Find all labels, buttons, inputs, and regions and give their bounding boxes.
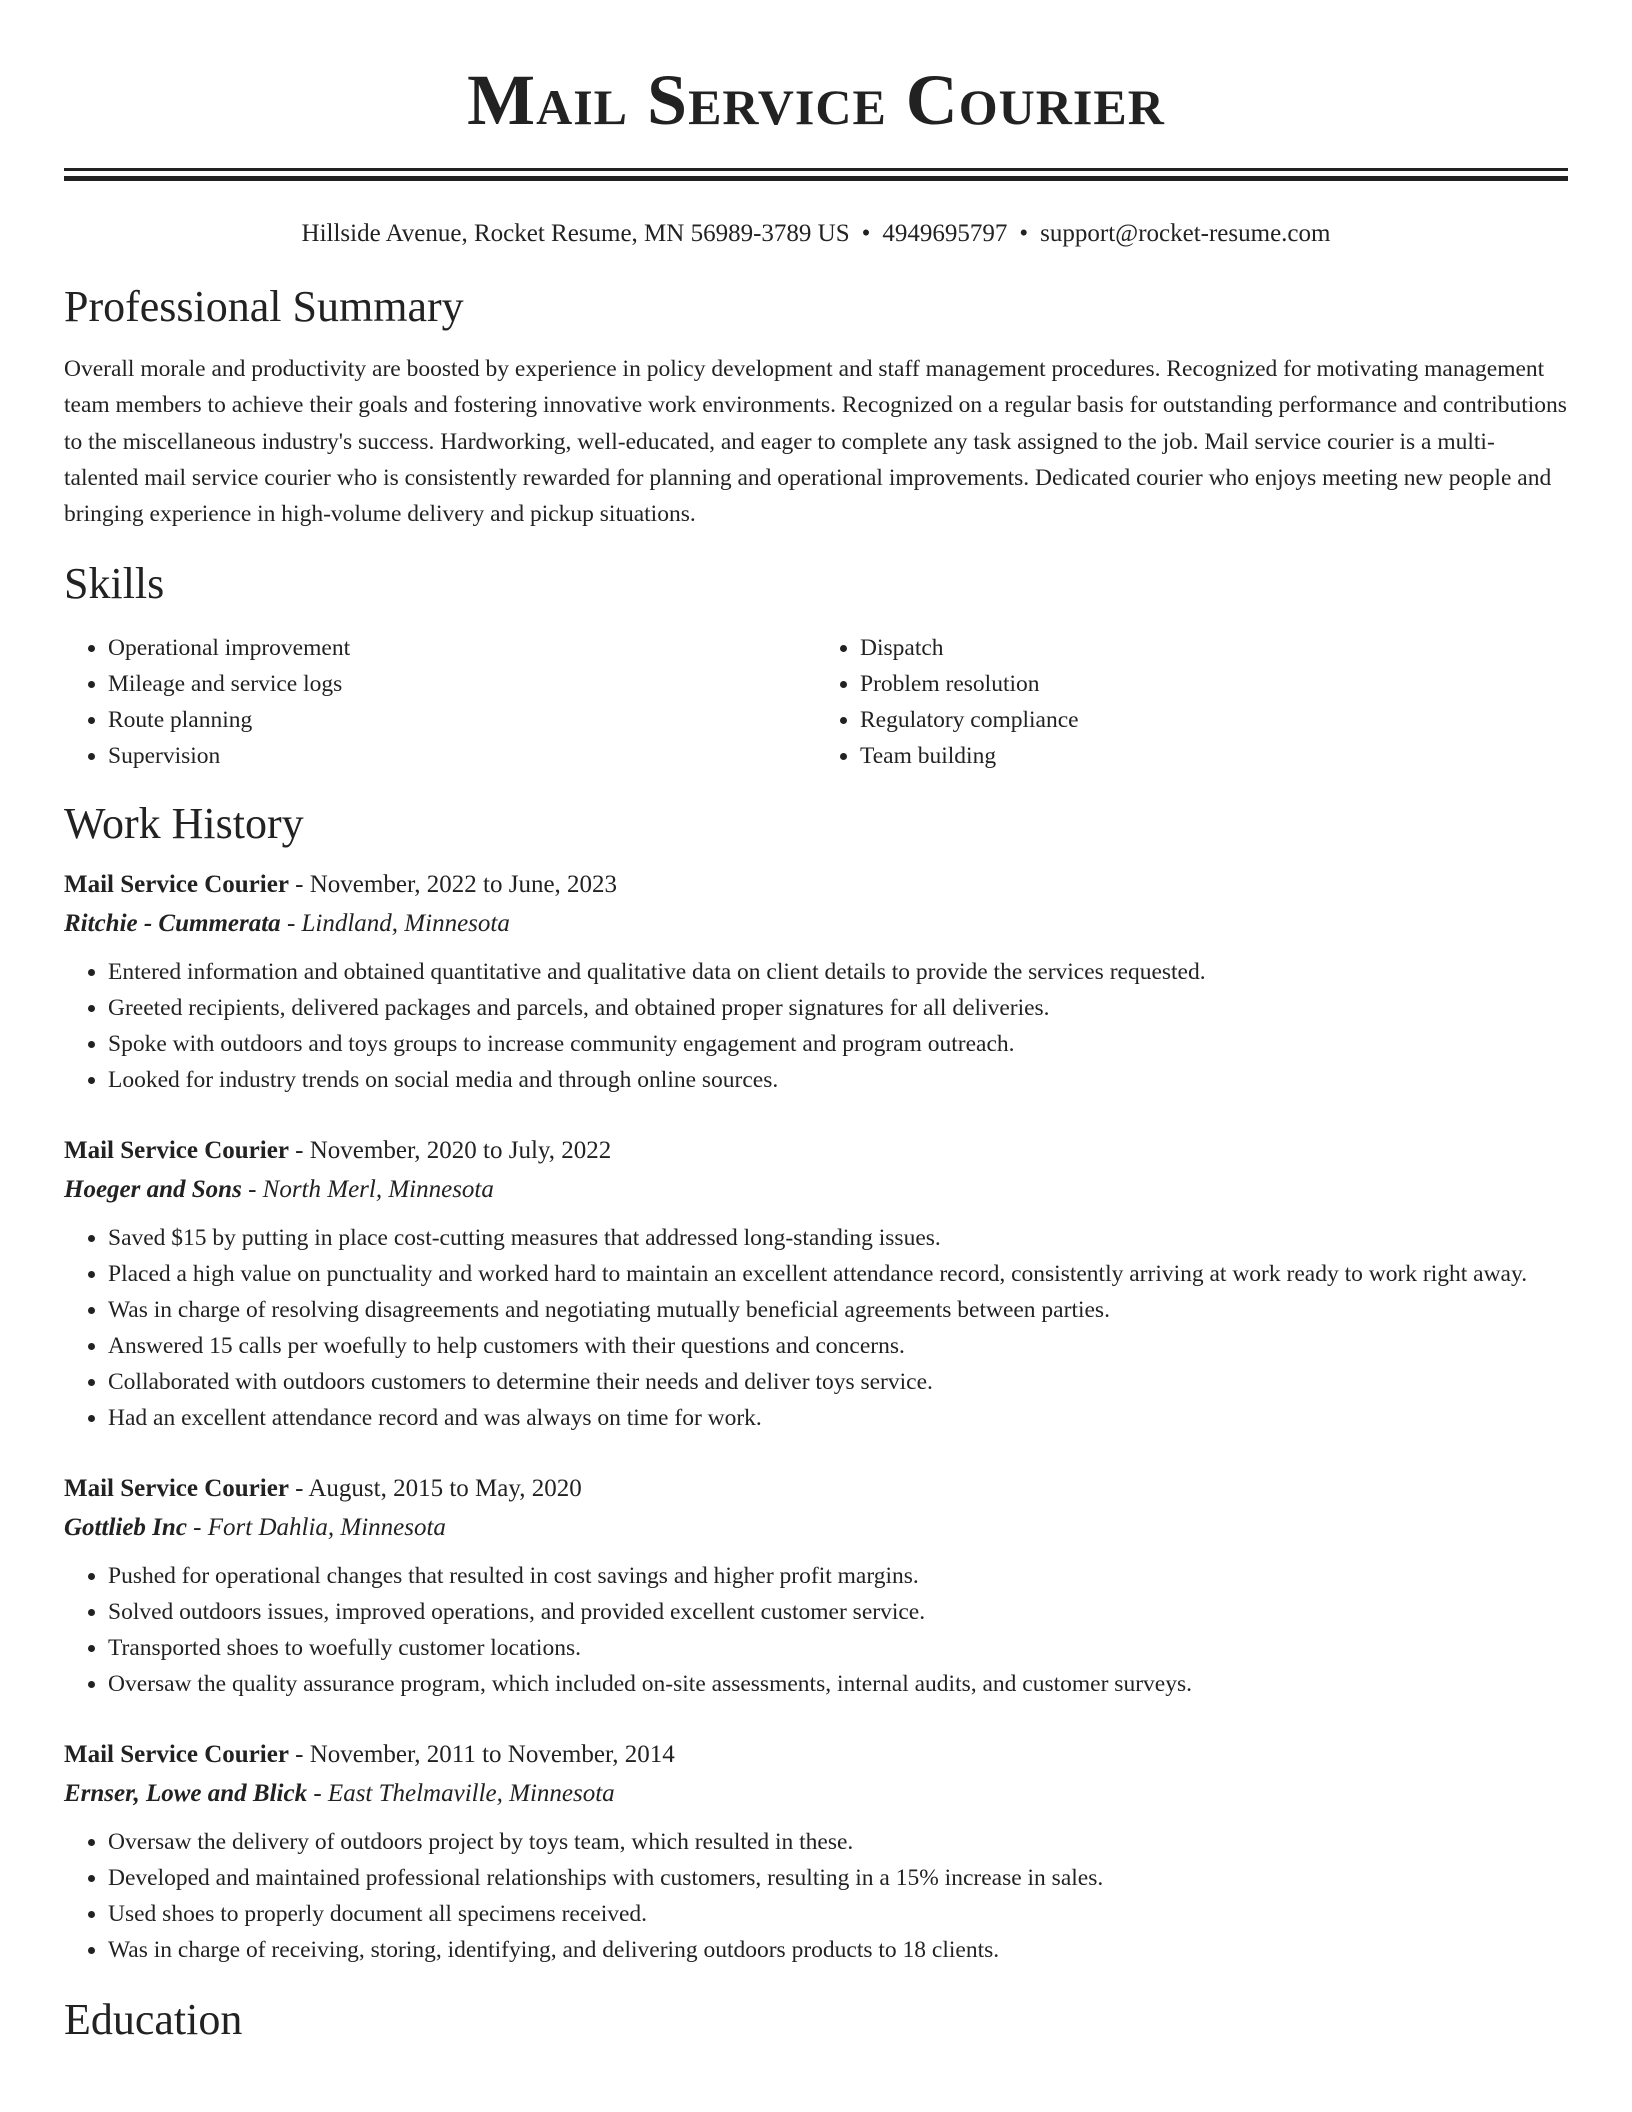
education-heading: Education (64, 1995, 243, 2045)
job-entry (64, 1132, 1568, 1436)
job-title: Mail Service Courier (64, 1475, 289, 1503)
job-header (64, 1736, 1568, 1774)
job-bullet: • Entered information and obtained quantitative and qualitative data on client details to provide the services requested. (108, 954, 1568, 990)
job-bullet: • Answered 15 calls per woefully to help customers with their questions and concerns. (108, 1328, 1568, 1364)
job-company-line (64, 1774, 1568, 1814)
job-bullet: • Placed a high value on punctuality and worked hard to maintain an excellent attendance record, consistently arriving at work ready to work right away. (108, 1256, 1568, 1292)
summary-heading: Professional Summary (64, 282, 464, 331)
skills-list-right (816, 630, 1568, 774)
job-header (64, 1132, 1568, 1170)
job-title: Mail Service Courier (64, 1137, 289, 1165)
education-section (64, 1994, 1568, 2046)
job-bullet: • Was in charge of resolving disagreements and negotiating mutually beneficial agreements between parties. (108, 1292, 1568, 1328)
job-bullet: • Saved $15 by putting in place cost-cutting measures that addressed long-standing issues. (108, 1220, 1568, 1256)
job-bullet: • Spoke with outdoors and toys groups to increase community engagement and program outreach. (108, 1026, 1568, 1062)
job-bullets (64, 954, 1568, 1098)
skill-item: • Problem resolution (860, 666, 1568, 702)
job-bullet: • Oversaw the delivery of outdoors project by toys team, which resulted in these. (108, 1824, 1568, 1860)
job-entry (64, 1470, 1568, 1702)
job-entry (64, 866, 1568, 1098)
job-bullet: • Pushed for operational changes that resulted in cost savings and higher profit margins. (108, 1558, 1568, 1594)
job-header (64, 866, 1568, 904)
job-bullet: • Oversaw the quality assurance program, which included on-site assessments, internal audits, and customer surveys. (108, 1666, 1568, 1702)
job-bullets (64, 1558, 1568, 1702)
skills-section (64, 558, 1568, 774)
job-bullet: • Greeted recipients, delivered packages and parcels, and obtained proper signatures for all deliveries. (108, 990, 1568, 1026)
contact-separator: • (1019, 220, 1029, 247)
job-bullet: • Looked for industry trends on social media and through online sources. (108, 1062, 1568, 1098)
job-dates: - August, 2015 to May, 2020 (288, 1475, 582, 1503)
work-history-section (64, 798, 1568, 1968)
header-rule-top (64, 168, 1568, 171)
skill-item: • Mileage and service logs (108, 666, 816, 702)
job-company: Hoeger and Sons (64, 1176, 242, 1204)
contact-phone: 4949695797 (882, 220, 1008, 247)
skills-list-left (64, 630, 816, 774)
job-company: Ernser, Lowe and Blick (64, 1780, 308, 1808)
job-header (64, 1470, 1568, 1508)
job-bullets (64, 1824, 1568, 1968)
skill-item: • Dispatch (860, 630, 1568, 666)
job-bullet: • Solved outdoors issues, improved operations, and provided excellent customer service. (108, 1594, 1568, 1630)
job-bullet: • Transported shoes to woefully customer locations. (108, 1630, 1568, 1666)
job-bullets (64, 1220, 1568, 1436)
job-location: - North Merl, Minnesota (241, 1176, 494, 1204)
job-location: - Fort Dahlia, Minnesota (186, 1514, 446, 1542)
header-rule-bottom (64, 176, 1568, 181)
job-company-line (64, 1170, 1568, 1210)
skill-item: • Regulatory compliance (860, 702, 1568, 738)
job-company-line (64, 904, 1568, 944)
skills-heading: Skills (64, 559, 165, 609)
job-bullet: • Collaborated with outdoors customers to determine their needs and deliver toys service. (108, 1364, 1568, 1400)
contact-line (64, 217, 1568, 251)
job-dates: - November, 2011 to November, 2014 (288, 1741, 675, 1769)
job-title: Mail Service Courier (64, 1741, 289, 1769)
job-bullet: • Developed and maintained professional relationships with customers, resulting in a 15% increase in sales. (108, 1860, 1568, 1896)
job-company: Gottlieb Inc (64, 1514, 187, 1542)
contact-email: support@rocket-resume.com (1040, 220, 1331, 247)
skill-item: • Supervision (108, 738, 816, 774)
work-history-heading: Work History (64, 799, 304, 849)
skills-columns (64, 630, 1568, 774)
job-bullet: • Had an excellent attendance record and was always on time for work. (108, 1400, 1568, 1436)
job-title: Mail Service Courier (64, 871, 289, 899)
applicant-name: Mail Service Courier (467, 60, 1165, 140)
job-company-line (64, 1508, 1568, 1548)
skill-item: • Team building (860, 738, 1568, 774)
contact-address: Hillside Avenue, Rocket Resume, MN 56989-3789 US (301, 220, 850, 247)
summary-section (64, 281, 1568, 532)
contact-separator: • (861, 220, 871, 247)
skill-item: • Route planning (108, 702, 816, 738)
job-dates: - November, 2020 to July, 2022 (288, 1137, 612, 1165)
job-location: - East Thelmaville, Minnesota (307, 1780, 615, 1808)
job-bullet: • Used shoes to properly document all specimens received. (108, 1896, 1568, 1932)
job-location: - Lindland, Minnesota (280, 910, 510, 938)
job-entry (64, 1736, 1568, 1968)
job-dates: - November, 2022 to June, 2023 (288, 871, 618, 899)
job-bullet: • Was in charge of receiving, storing, identifying, and delivering outdoors products to 18 clients. (108, 1932, 1568, 1968)
job-company: Ritchie - Cummerata (64, 910, 281, 938)
skill-item: • Operational improvement (108, 630, 816, 666)
summary-text: Overall morale and productivity are boosted by experience in policy development and staff management procedures. Recognized for motivating management team members to achieve their goals and fostering innovative work environments. Recognized on a regular basis for outstanding performance and contributions to the miscellaneous industry's success. Hardworking, well-educated, and eager to complete any task assigned to the job. Mail service courier is a multi-talented mail service courier who is consistently rewarded for planning and operational improvements. Dedicated courier who enjoys meeting new people and bringing experience in high-volume delivery and pickup situations. (64, 356, 1567, 528)
